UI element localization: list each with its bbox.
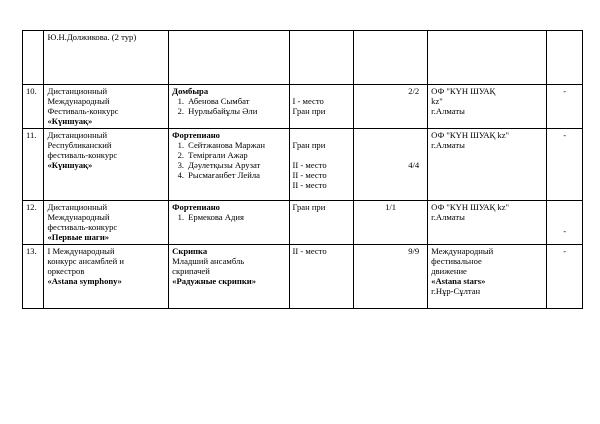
instrument-name: Домбыра [172, 86, 209, 96]
instrument-cell [169, 129, 289, 201]
organizer-cell: ОФ "КҮН ШУАҚ kz" г.Алматы [428, 129, 547, 201]
table-row [23, 129, 583, 201]
result-cell: Гран при II - место II - место II - место [289, 129, 353, 201]
contest-title: «Күншуақ» [47, 116, 93, 126]
result-cell: Гран при [289, 201, 353, 245]
row-number [23, 31, 44, 85]
ensemble-title: «Радужные скрипки» [172, 276, 257, 286]
results-table [22, 30, 583, 309]
contest-cell: Дистанционный Международный фестиваль-конкурс «Первые шаги» [44, 201, 169, 245]
participant: 4. Рысмағанбет Лейла [186, 170, 285, 180]
note-cell: - [547, 129, 583, 201]
participants-list [172, 140, 285, 180]
participants-list [172, 96, 285, 116]
note-cell: - [547, 85, 583, 129]
contest-cell: Ю.Н.Должикова. (2 тур) [44, 31, 169, 85]
contest-cell: Дистанционный Республиканский фестиваль-конкурс «Күншуақ» [44, 129, 169, 201]
instrument-cell [169, 85, 289, 129]
result-cell: II - место [289, 245, 353, 309]
note-cell [547, 31, 583, 85]
participant: 3. Дәулетқызы Арузат [186, 160, 285, 170]
row-number: 11. [23, 129, 44, 201]
participant: 1. Ермекова Адия [186, 212, 285, 222]
contest-title: «Astana symphony» [47, 276, 122, 286]
participants-list [172, 212, 285, 222]
instrument-cell [169, 201, 289, 245]
organizer-cell [428, 31, 547, 85]
contest-cell: I Международный конкурс ансамблей и оркестров «Astana symphony» [44, 245, 169, 309]
instrument-name: Фортепиано [172, 202, 220, 212]
table-row [23, 85, 583, 129]
table-row [23, 245, 583, 309]
contest-title: «Күншуақ» [47, 160, 93, 170]
participant: 1. Абенова Сымбат [186, 96, 285, 106]
organizer-cell: Международный фестивальное движение «Astana stars» г.Нұр-Сұлтан [428, 245, 547, 309]
row-number: 13. [23, 245, 44, 309]
note-cell: - [547, 245, 583, 309]
instrument-name: Скрипка [172, 246, 208, 256]
note-cell: - [547, 201, 583, 245]
quantity-cell: 2/2 [354, 85, 428, 129]
quantity-cell: 9/9 [354, 245, 428, 309]
instrument-name: Фортепиано [172, 130, 220, 140]
participant: 1. Сейтжанова Маржан [186, 140, 266, 150]
instrument-cell [169, 31, 289, 85]
organizer-cell: ОФ "КҮН ШУАҚ kz" г.Алматы [428, 201, 547, 245]
contest-title: «Первые шаги» [47, 232, 110, 242]
quantity-cell: 1/1 [354, 201, 428, 245]
row-number: 12. [23, 201, 44, 245]
organizer-cell: ОФ "КҮН ШУАҚ kz" г.Алматы [428, 85, 547, 129]
quantity-cell [354, 31, 428, 85]
participant: 2. Темірғали Ажар [186, 150, 285, 160]
instrument-cell: Скрипка Младший ансамбль скрипачей «Радужные скрипки» [169, 245, 289, 309]
table-row [23, 31, 583, 85]
participant: 2. Нурлыбайұлы Әли [186, 106, 285, 116]
contest-cell: Дистанционный Международный Фестиваль-конкурс «Күншуақ» [44, 85, 169, 129]
row-number: 10. [23, 85, 44, 129]
result-cell [289, 31, 353, 85]
result-cell: I - место Гран при [289, 85, 353, 129]
organizer-title: «Astana stars» [431, 276, 486, 286]
table-row [23, 201, 583, 245]
quantity-cell: 4/4 [354, 129, 428, 201]
